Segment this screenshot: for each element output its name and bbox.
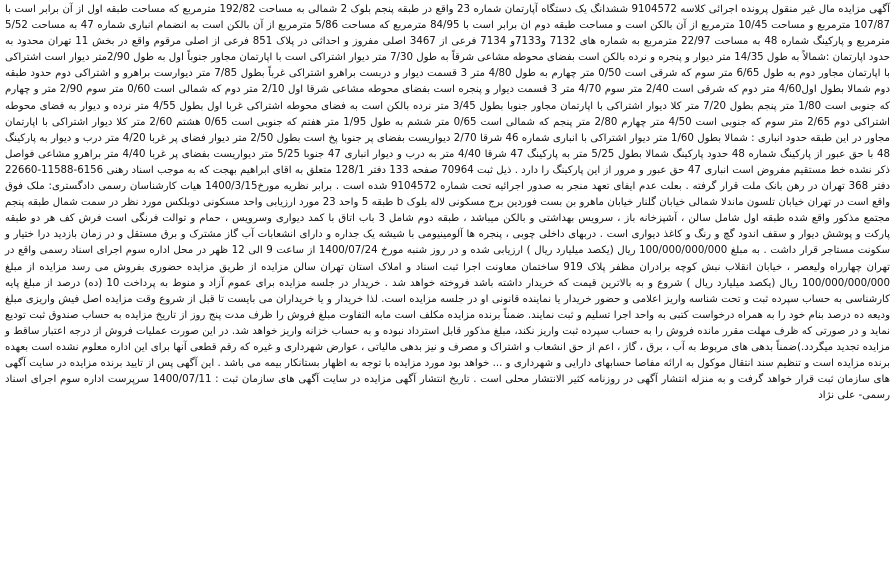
- auction-notice-text: آگهی مزایده مال غیر منقول پرونده اجرائی کلاسه 9104572 ششدانگ یک دستگاه آپارتمان شماره 23 واقع در طبقه پنجم بلوک 2 شمالی به مساحت 192/82 مترمربع که مساحت طبقه اول از آن برابر است با 107/87 مترمربع و مساحت 10/45 مترمربع از آن بالکن است و مساحت طبقه دوم ان برابر است با 84/95 مترمربع که مساحت 5/86 مترمربع از آن بالکن است به انضمام انباری شماره 47 به مساحت 5/52 مترمربع و پارکینگ شماره 48 به مساحت 22/97 مترمربع به شماره های 7132 و7133و 7134 فرعی از 3467 اصلی مفروز و احداثی در پلاک 851 فرعی از اصلی مرقوم واقع در بخش 11 تهران محدود به حدود اپارتمان :شمالاً به طول 14/35 متر دیوار و پنجره و نرده بالکن است بفضای محوطه مشاعی شرقاً به طول 7/30 متر دیوار اشتراکی است با اپارتمان مجاور جنوباً اول به طول 2/90متر دیوار است اشتراکی با اپارتمان مجاور دوم به طول 6/65 متر سوم که شرقی است 0/50 متر چهارم به طول 4/80 متر 3 قسمت دیوار و دربست براهرو اشتراکی غرباً بطول 7/85 متر دیوارست براهرو و اشتراکی دوم حدود طبقه دوم شمالا بطول اول4/60 متر دوم که شرقی است 2/40 متر سوم 4/70 متر 3 قسمت دیوار و پنجره است بفضای محوطه مشاعی شرقا اول 2/10 متر دوم که شمالی است 0/60 متر سوم 2/90 متر و چهارم که جنوبی است 1/80 متر پنجم بطول 7/20 متر کلا دیوار اشتراکی با اپارتمان مجاور جنوبا بطول 3/45 متر نرده بالکن است به فضای محوطه اشتراکی غربا اول بطول 4/55 متر نرده و دیوار به فضای محوطه اشتراکی دوم 2/65 متر سوم که جنوبی است 4/50 متر چهارم 2/80 متر پنجم که شمالی است 0/65 متر ششم به طول 1/95 متر هفتم که جنوبی است 0/65 هشتم 2/60 متر کلا دیوار اشتراکی با اپارتمان مجاور در این طبقه حدود انباری : شمالا بطول 1/60 متر دیوار اشتراکی با انباری شماره 46 شرقا 2/70 دیواریست بفضای پر جنوبا پخ است بطول 2/50 متر دیوار فضای پر غربا 4/20 متر درب و دیوار به پارکینگ 48 با حق عبور از پارکینگ شماره 48 حدود پارکینگ شمالا بطول 5/25 متر به پارکینگ 47 شرقا 4/40 متر به درب و دیوار انباری 47 جنوبا 5/25 متر دیواریست بفضای پر غربا 4/40 متر براهرو مشاعی فواصل ذکر نشده خط مستقیم مفروض است انباری 47 حق عبور و مرور از این پارکینگ را دارد . ذیل ثبت 70964 صفحه 133 دفتر 128/1 متعلق به اقای ابراهیم بهجت که به موجب اسناد رهنی 6156-11588-22660 دفتر 368 تهران در رهن بانک ملت قرار گرفته . بعلت عدم ایفای تعهد منجر به صدور اجرائیه تحت شماره 9104572 شده است . برابر نظریه مورخ1400/3/15 هیات کارشناسان رسمی دادگستری: ملک فوق واقع است در تهران خیابان تلسون ماندلا شمالی خیابان گلنار خیابان ماهرو بن بست فوردین برج مسکونی لاله بلوک b طبقه 5 واحد 23 مورد ارزیابی واحد مسکونی دوبلکس مورد نظر در سمت شمال طبقه پنجم مجتمع مذکور واقع شده طبقه اول شامل سالن ، آشپزخانه باز ، سرویس بهداشتی و بالکن میباشد ، طبقه دوم شامل 3 باب اتاق با کمد دیواری وسرویس ، حمام و توالت فرنگی است فرش کف هر دو طبقه پارکت و پوشش دیوار و سقف اندود گچ و رنگ و کاغذ دیواری است . دربهای داخلی چوبی ، پنجره ها آلومینیومی با شیشه یک جداره و دارای انشعابات آب گاز مشترک و برق مستقل و در زمان بازدید درا ختیار و سکونت مستاجر قرار داشت . به مبلغ 100/000/000/000 ریال (یکصد میلیارد ریال ) ارزیابی شده و در روز شنبه مورخ 1400/07/24 از ساعت 9 الی 12 ظهر در محل اداره سوم اجرای اسناد رسمی واقع در تهران چهارراه ولیعصر ، خیابان انقلاب نبش کوچه برادران مظفر پلاک 919 ساختمان معاونت اجرا ثبت اسناد و املاک استان تهران سالن مزایده از طریق مزایده حضوری بفروش می رسد مزایده از مبلغ 100/000/000/000 ریال (یکصد میلیارد ریال ) شروع و به بالاترین قیمت که خریدار داشته باشد فروخته خواهد شد . خریدار در جلسه مزایده برای عموم آزاد و منوط به پرداخت 10 (ده) درصد از مبلغ پایه کارشناسی به حساب سپرده ثبت و تحت شناسه واریز اعلامی و حضور خریدار یا نماینده قانونی او در جلسه مزایده است. لذا خریدار و یا خریداران می بایست تا قبل از شروع وقت مزایده اصل فیش واریزی مبلغ ودیعه ده درصد بنام خود را به همراه درخواست کتبی به واحد اجرا تسلیم و ثبت نمایند. ضمناً برنده مزایده مکلف است مابه التفاوت مبلغ فروش را ظرف مدت پنج روز از تاریخ مزایده به حساب صندوق ثبت تودیع نماید و در صورتی که ظرف مهلت مقرر مانده فروش را به حساب سپرده ثبت واریز نکند، مبلغ مذکور قابل استرداد نبوده و به حساب خزانه واریز خواهد شد. در این صورت عملیات فروش از درجه اعتبار ساقط و مزایده تجدید میگردد.)ضمناً بدهی های مربوط به آب ، برق ، گاز ، اعم از حق انشعاب و اشتراک و مصرف و نیز بدهی مالیاتی ، عوارض شهرداری و غیره که رقم قطعی آنها برای این اداره معلوم نشده است بعهده برنده مزایده است و تنظیم سند انتقال موکول به ارائه مفاصا حسابهای دارایی و شهرداری و ... خواهد بود مورد مزایده با توجه به اظهار بستانکار بیمه می باشد . این آگهی پس از تایید برنده مزایده در سایت آگهی های سازمان ثبت قرار خواهد گرفت و به منزله انتشار آگهی در روزنامه کثیر الانتشار محلی است . تاریخ انتشار آگهی مزایده در سایت آگهی های سازمان ثبت : 1400/07/11 سرپرست اداره سوم اجرای اسناد رسمی- علی نژاد: [5, 4, 891, 402]
